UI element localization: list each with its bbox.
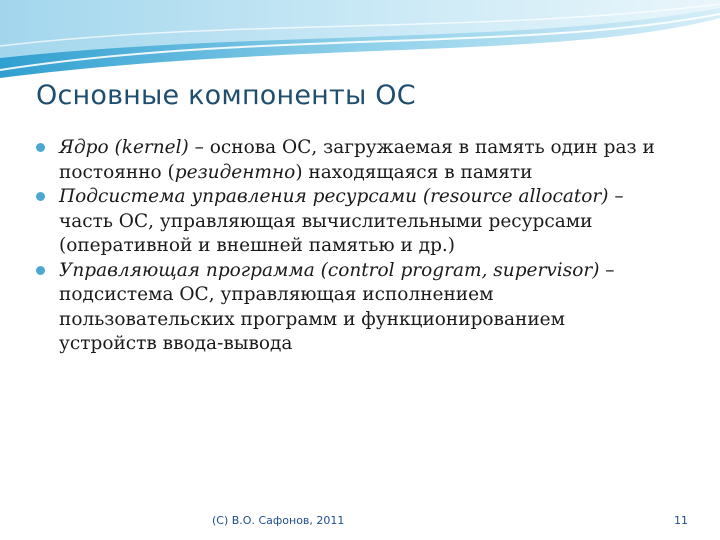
bullet-dot-icon [36,192,45,201]
bullet-item [36,136,676,185]
bullet-text [59,259,659,357]
bullet-emphasis: резидентно [174,161,296,183]
bullet-dot-icon [36,143,45,152]
bullet-body: – основа ОС, загружаемая в память один раз и постоянно ( [59,137,655,183]
bullet-text [59,185,659,259]
bullet-dot-icon [36,266,45,275]
bullet-body: – подсистема ОС, управляющая исполнением пользовательских программ и функционированием устройств ввода-вывода [59,259,615,354]
bullet-body: – часть ОС, управляющая вычислительными ресурсами (оперативной и внешней памятью и др.) [59,186,624,256]
bullet-term: Подсистема управления ресурсами (resource allocator) [59,186,609,207]
bullet-text [59,136,659,185]
slide-title: Основные компоненты ОС [36,80,416,111]
bullet-item [36,185,676,259]
bullet-term: Управляющая программа (control program, supervisor) [59,259,600,281]
bullet-term: Ядро (kernel) [59,137,189,158]
bullet-item [36,259,676,357]
page-number: 11 [674,514,688,527]
footer-copyright: (C) В.О. Сафонов, 2011 [212,514,345,527]
header-wave-decoration [0,0,720,80]
bullet-body-end: ) находящаяся в памяти [295,161,533,183]
bullet-list [36,136,676,357]
